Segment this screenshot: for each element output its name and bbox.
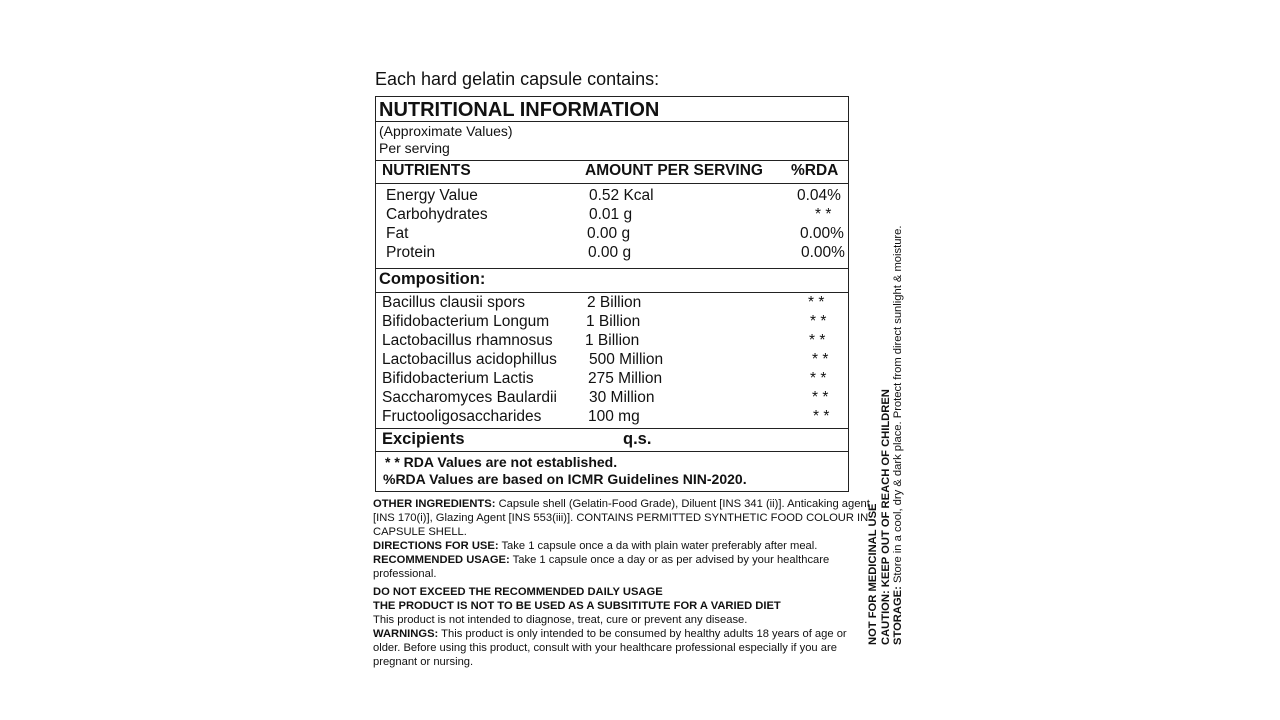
warnings-text: This product is only intended to be consumed by healthy adults 18 years of age or older. Before using this product, consult with your healthcare professional especially if you are pregnant or nursing. [373, 628, 847, 668]
composition-name: Bacillus clausii spors [382, 294, 525, 311]
composition-rda: * * [808, 294, 825, 311]
no-exceed-warning [373, 585, 873, 599]
directions [373, 539, 873, 553]
other-ingredients-text: Capsule shell (Gelatin-Food Grade), Diluent [INS 341 (ii)]. Anticaking agent [INS 170(i)], Glazing Agent [INS 553(iii)]. CONTAINS PERMITTED SYNTHETIC FOOD COLOUR IN CAPSULE SHELL. [373, 498, 870, 538]
other-ingredients [373, 497, 873, 539]
composition-name: Bifidobacterium Lactis [382, 370, 534, 387]
composition-amount: 275 Million [588, 370, 663, 387]
composition-name: Fructooligosaccharides [382, 408, 542, 425]
nutrient-name: Energy Value [386, 187, 478, 204]
nutrient-amount: 0.00 g [587, 225, 631, 242]
composition-rda: * * [813, 408, 830, 425]
composition-name: Lactobacillus rhamnosus [382, 332, 553, 349]
nutrient-rda: * * [815, 206, 832, 223]
not-substitute-text: THE PRODUCT IS NOT TO BE USED AS A SUBSITITUTE FOR A VARIED DIET [373, 600, 781, 612]
composition-amount: 2 Billion [587, 294, 642, 311]
storage-label: STORAGE: [892, 586, 905, 645]
keep-out-of-reach: CAUTION: KEEP OUT OF REACH OF CHILDREN [879, 389, 892, 645]
composition-name: Lactobacillus acidophillus [382, 351, 557, 368]
warnings [373, 627, 873, 669]
footnote-rda-not-established: * * RDA Values are not established. [385, 454, 618, 470]
divider [376, 183, 848, 184]
recommended-label: RECOMMENDED USAGE: [373, 554, 510, 566]
product-info [373, 497, 873, 669]
recommended-usage [373, 553, 873, 581]
composition-rda: * * [812, 351, 829, 368]
composition-title: Composition: [379, 270, 486, 288]
divider [376, 160, 848, 161]
divider [376, 451, 848, 452]
composition-rda: * * [810, 370, 827, 387]
divider [376, 292, 848, 293]
not-intended-text: This product is not intended to diagnose, treat, cure or prevent any disease. [373, 614, 748, 626]
per-serving-label: Per serving [379, 140, 450, 156]
header-amount: AMOUNT PER SERVING [585, 162, 763, 179]
nutrient-amount: 0.00 g [588, 244, 632, 261]
nutrient-amount: 0.01 g [589, 206, 633, 223]
nutrient-name: Carbohydrates [386, 206, 488, 223]
not-substitute-warning [373, 599, 873, 613]
storage-text: Store in a cool, dry & dark place. Protect from direct sunlight & moisture. [892, 225, 905, 584]
composition-amount: 100 mg [588, 408, 640, 425]
storage-line [892, 226, 905, 645]
nutrient-name: Protein [386, 244, 436, 261]
footnote-rda-guidelines: %RDA Values are based on ICMR Guidelines NIN-2020. [383, 471, 747, 487]
approx-values-label: (Approximate Values) [379, 123, 513, 139]
nutrient-name: Fat [386, 225, 409, 242]
composition-amount: 30 Million [589, 389, 655, 406]
nutrition-panel [375, 96, 849, 492]
no-exceed-text: DO NOT EXCEED THE RECOMMENDED DAILY USAGE [373, 586, 663, 598]
divider [376, 428, 848, 429]
header-rda: %RDA [791, 162, 839, 179]
warnings-label: WARNINGS: [373, 628, 439, 640]
side-notice [867, 226, 905, 645]
directions-label: DIRECTIONS FOR USE: [373, 540, 499, 552]
composition-amount: 1 Billion [585, 332, 640, 349]
composition-rda: * * [810, 313, 827, 330]
directions-text: Take 1 capsule once a da with plain water preferably after meal. [501, 540, 818, 552]
nutrient-amount: 0.52 Kcal [589, 187, 654, 204]
recommended-text: Take 1 capsule once a day or as per advised by your healthcare professional. [373, 554, 830, 580]
not-for-medicinal-use: NOT FOR MEDICINAL USE [867, 503, 879, 645]
excipients-value: q.s. [623, 430, 652, 448]
composition-amount: 500 Million [589, 351, 664, 368]
nutrient-rda: 0.00% [801, 244, 845, 261]
intro-text: Each hard gelatin capsule contains: [375, 69, 660, 89]
excipients-label: Excipients [382, 430, 465, 448]
header-nutrients: NUTRIENTS [382, 162, 471, 179]
divider [376, 121, 848, 122]
composition-amount: 1 Billion [586, 313, 641, 330]
composition-name: Bifidobacterium Longum [382, 313, 550, 330]
nutrient-rda: 0.00% [800, 225, 844, 242]
nutrient-rda: 0.04% [797, 187, 841, 204]
other-ingredients-label: OTHER INGREDIENTS: [373, 498, 496, 510]
divider [376, 268, 848, 269]
composition-rda: * * [812, 389, 829, 406]
panel-title: NUTRITIONAL INFORMATION [379, 99, 660, 121]
composition-name: Saccharomyces Baulardii [382, 389, 557, 406]
composition-rda: * * [809, 332, 826, 349]
